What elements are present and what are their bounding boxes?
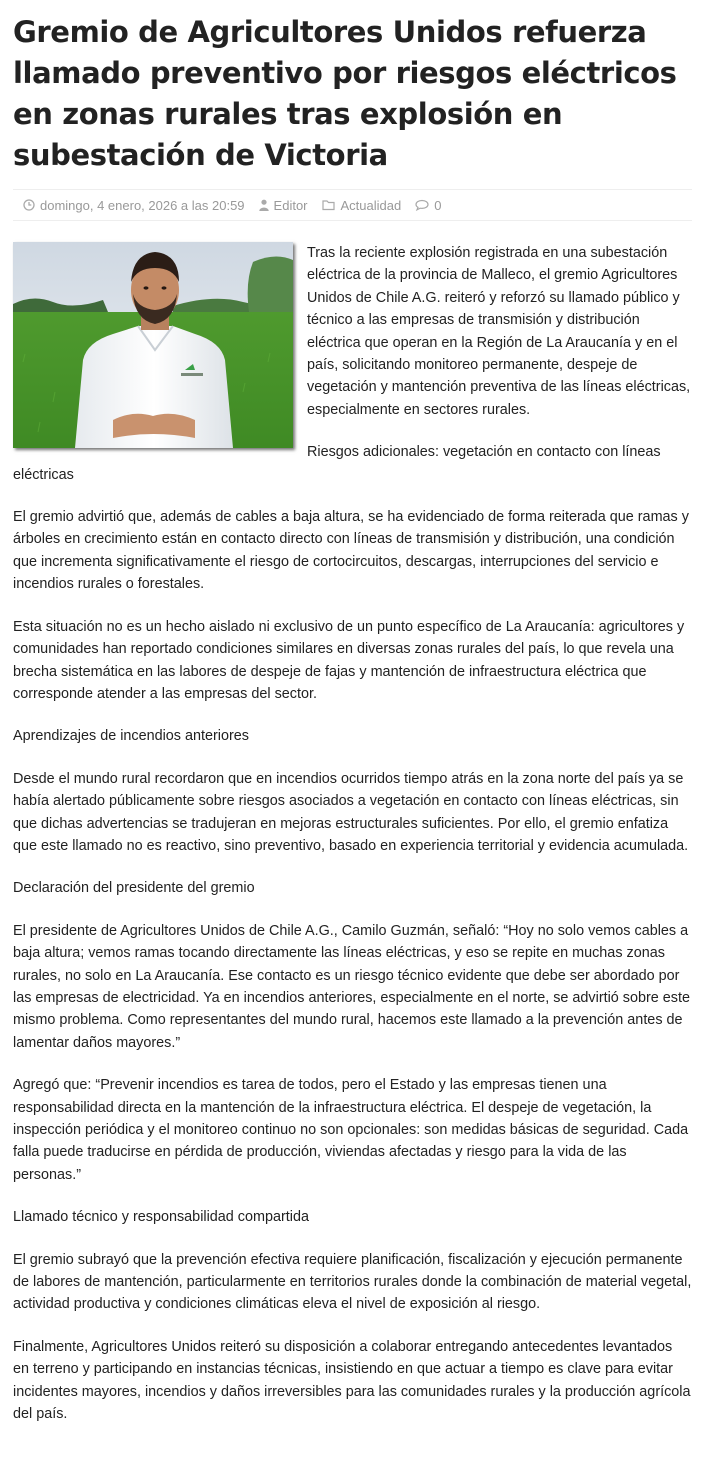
section-heading-declaracion: Declaración del presidente del gremio [13,880,255,897]
post-author[interactable] [259,198,308,213]
post-meta [13,189,692,221]
article-paragraph: Agregó que: “Prevenir incendios es tarea de todos, pero el Estado y las empresas tienen una responsabilidad directa en la mantención de la infraestructura eléctrica. El despeje de vegetación, la inspección periódica y el monitoreo continuo no son opcionales: son medidas básicas de seguridad. Cada falla puede traducirse en pérdida de producción, viviendas afectadas y riesgo para la vida de las personas.” [13,1077,689,1183]
post-comments-count[interactable]: 0 [434,197,442,213]
article-photo [13,242,293,448]
comment-icon [415,199,429,211]
section-heading-llamado: Llamado técnico y responsabilidad compartida [13,1209,309,1226]
article-paragraph: El presidente de Agricultores Unidos de Chile A.G., Camilo Guzmán, señaló: “Hoy no solo vemos cables a baja altura; vemos ramas tocando directamente las líneas eléctricas, y eso se repite en muchas zonas rurales, no solo en La Araucanía. Ese contacto es un riesgo técnico evidente que debe ser abordado por las empresas de electricidad. Ya en incendios anteriores, especialmente en el norte, se advirtió sobre este mismo problema. Como representantes del mundo rural, hacemos este llamado a la prevención antes de lamentar daños mayores.” [13,922,691,1051]
article-paragraph: Desde el mundo rural recordaron que en incendios ocurridos tiempo atrás en la zona norte del país ya se había alertado públicamente sobre riesgos asociados a vegetación en contacto con líneas eléctricas, sin que dichas advertencias se tradujeran en mejoras estructurales suficientes. Por ello, el gremio enfatiza que este llamado no es reactivo, sino preventivo, basado en experiencia territorial y evidencia acumulada. [13,770,689,854]
article-paragraph: Tras la reciente explosión registrada en una subestación eléctrica de la provincia de Malleco, el gremio Agricultores Unidos de Chile A.G. reiteró y reforzó su llamado público y técnico a las empresas de transmisión y distribución eléctrica que operan en la Región de La Araucanía y en el país, solicitando monitoreo permanente, despeje de vegetación y mantención preventiva de las líneas eléctricas, especialmente en sectores rurales. [307,245,691,418]
article-title: Gremio de Agricultores Unidos refuerza llamado preventivo por riesgos eléctricos en zonas rurales tras explosión en subestación de Victoria [13,15,677,172]
article [0,12,704,1425]
user-icon [259,199,269,211]
post-category-link[interactable]: Actualidad [340,197,402,213]
folder-icon [322,199,336,211]
article-paragraph: El gremio advirtió que, además de cables a baja altura, se ha evidenciado de forma reiterada que ramas y árboles en crecimiento están en contacto directo con líneas de transmisión y distribución, una condición que incrementa significativamente el riesgo de cortocircuitos, descargas, interrupciones del servicio e incendios rurales o forestales. [13,509,689,593]
article-paragraph: Finalmente, Agricultores Unidos reiteró su disposición a colaborar entregando antecedentes levantados en terreno y participando en instancias técnicas, insistiendo en que actuar a tiempo es clave para evitar incidentes mayores, incendios y daños irreversibles para las comunidades rurales y la producción agrícola del país. [13,1338,691,1423]
article-paragraph: El gremio subrayó que la prevención efectiva requiere planificación, fiscalización y ejecución permanente de labores de mantención, particularmente en territorios rurales donde la combinación de material vegetal, actividad productiva y condiciones climáticas eleva el nivel de exposición al riesgo. [13,1251,692,1313]
article-body [13,242,692,1425]
section-heading-aprendizajes: Aprendizajes de incendios anteriores [13,728,249,745]
post-date [23,198,245,213]
post-author-link[interactable]: Editor [273,197,308,213]
clock-icon [23,199,35,211]
article-paragraph: Esta situación no es un hecho aislado ni exclusivo de un punto específico de La Araucanía: agricultores y comunidades han reportado condiciones similares en diversas zonas rurales del país, lo que revela una brecha sistemática en las labores de despeje de fajas y mantención de infraestructura eléctrica que corresponde atender a las empresas del sector. [13,618,685,702]
post-comments[interactable] [415,198,441,213]
man-in-field-image [13,242,293,448]
post-category[interactable] [322,198,402,213]
post-date-text: domingo, 4 enero, 2026 a las 20:59 [40,197,245,213]
section-heading-riesgos: Riesgos adicionales: vegetación en contacto con líneas eléctricas [13,444,661,483]
